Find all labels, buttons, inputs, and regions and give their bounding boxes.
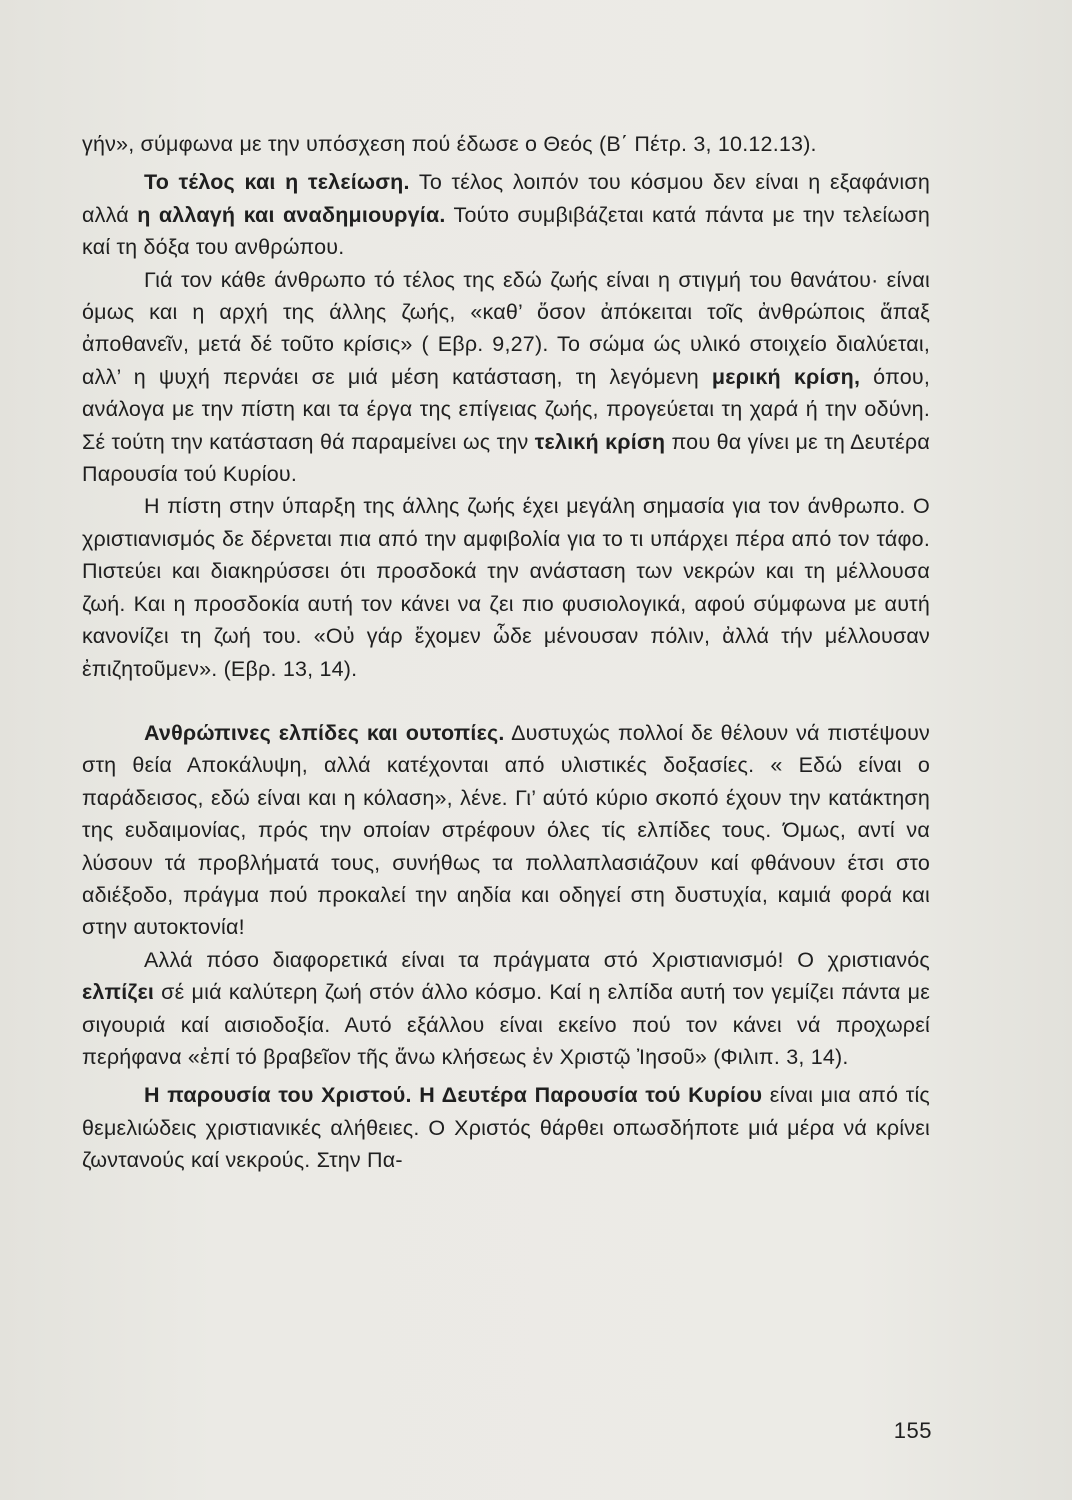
paragraph-2 — [82, 166, 930, 263]
paragraph-4 — [82, 490, 930, 684]
paragraph-7 — [82, 1079, 930, 1176]
section-heading-end-and-perfection: Το τέλος και η τελείωση. — [144, 170, 410, 195]
body-text — [82, 128, 930, 1177]
paragraph-3 — [82, 264, 930, 491]
paragraph-5-text: Δυστυχώς πολλοί δε θέλουν νά πιστέψουν στη θεία Αποκάλυψη, αλλά κατέχονται από υλιστικές δοξασίες. « Εδώ είναι ο παράδεισος, εδώ είναι και η κόλαση», λένε. Γι’ αύτό κύριο σκοπό έχουν την κατάκτηση της ευδαιμονίας, πρός την οποίαν στρέφουν όλες τίς ελπίδες τους. Όμως, αντί να λύσουν τά προβλήματά τους, συνήθως τα πολλαπλασιάζουν καί φθάνουν έτσι στο αδιέξοδο, πράγμα πού προκαλεί την αηδία και οδηγεί στη δυστυχία, καμιά φορά και στην αυτοκτονία! — [82, 720, 930, 940]
paragraph-7-text: είναι μια από τίς θεμελιώδεις χριστιανικές αλήθειες. Ο Χριστός θάρθει οπωσδήποτε μιά μέρα νά κρίνει ζωντανούς καί νεκρούς. Στην Πα- — [82, 1083, 930, 1173]
paragraph-1-text: γήν», σύμφωνα με την υπόσχεση πού έδωσε ο Θεός (Β΄ Πέτρ. 3, 10.12.13). — [82, 132, 817, 156]
emphasis-final-judgment: τελική κρίση — [534, 429, 666, 454]
paragraph-6-text-b: σέ μιά καλύτερη ζωή στόν άλλο κόσμο. Καί η ελπίδα αυτή τον γεμίζει πάντα με σιγουριά καί αισιοδοξία. Αυτό εξάλλου είναι εκείνο πού τον κάνει νά προχωρεί περήφανα «ἐπί τό βραβεῖον τῆς ἄνω κλήσεως ἐν Χριστῷ Ἰησοῦ» (Φιλιπ. 3, 14). — [82, 980, 930, 1069]
paragraph-6-text-a: Αλλά πόσο διαφορετικά είναι τα πράγματα στό Χριστιανισμό! Ο χριστιανός — [144, 947, 930, 972]
paragraph-2-text-a: Το τέλος λοιπόν του κόσμου δεν είναι η εξαφάνιση αλλά — [82, 170, 930, 227]
paragraph-6 — [82, 944, 930, 1074]
paragraph-3-text-a: Γιά τον κάθε άνθρωπο τό τέλος της εδώ ζωής είναι η στιγμή του θανάτου· είναι όμως και η αρχή της άλλης ζωής, «καθ’ ὅσον ἀπόκειται τοῖς ἀνθρώποις ἅπαξ ἀποθανεῖν, μετά δέ τοῦτο κρίσις» ( Εβρ. 9,27). Το σώμα ώς υλικό στοιχείο διαλύεται, αλλ’ η ψυχή περνάει σε μιά μέση κατάσταση, τη λεγόμενη — [82, 267, 930, 389]
emphasis-change-and-recreation: η αλλαγή και αναδημιουργία. — [137, 202, 446, 227]
section-heading-human-hopes: Ανθρώπινες ελπίδες και ουτοπίες. — [144, 720, 505, 745]
emphasis-partial-judgment: μερική κρίση, — [711, 364, 861, 389]
section-heading-presence-of-christ: Η παρουσία του Χριστού. — [144, 1083, 412, 1108]
paragraph-1 — [82, 128, 930, 160]
paragraph-2-text-b: Τούτο συμβιβάζεται κατά πάντα με την τελείωση καί τη δόξα του ανθρώπου. — [82, 202, 931, 260]
emphasis-hopes: ελπίζει — [82, 980, 155, 1005]
page-number: 155 — [893, 1418, 932, 1443]
paragraph-5 — [82, 717, 930, 944]
paragraph-3-text-c: που θα γίνει με τη Δευτέρα Παρουσία τού Κυρίου. — [82, 429, 930, 487]
emphasis-second-coming: Η Δευτέρα Παρουσία τού Κυρίου — [419, 1083, 763, 1108]
paragraph-3-text-b: όπου, ανάλογα με την πίστη και τα έργα της επίγειας ζωής, προγεύεται τη χαρά ή την οδύνη. Σέ τούτη την κατάσταση θά παραμείνει ως την — [82, 364, 931, 454]
paragraph-4-text: Η πίστη στην ύπαρξη της άλλης ζωής έχει μεγάλη σημασία για τον άνθρωπο. Ο χριστιανισμός δε δέρνεται πια από την αμφιβολία για το τι υπάρχει πέρα από τον τάφο. Πιστεύει και διακηρύσσει ότι προσδοκά την ανάσταση των νεκρών και τη μέλλουσα ζωή. Και η προσδοκία αυτή τον κάνει να ζει πιο φυσιολογικά, αφού σύμφωνα με αυτή κανονίζει τη ζωή του. «Οὐ γάρ ἔχομεν ὧδε μένουσαν πόλιν, ἀλλά τήν μέλλουσαν ἐπιζητοῦμεν». (Εβρ. 13, 14). — [82, 494, 930, 681]
